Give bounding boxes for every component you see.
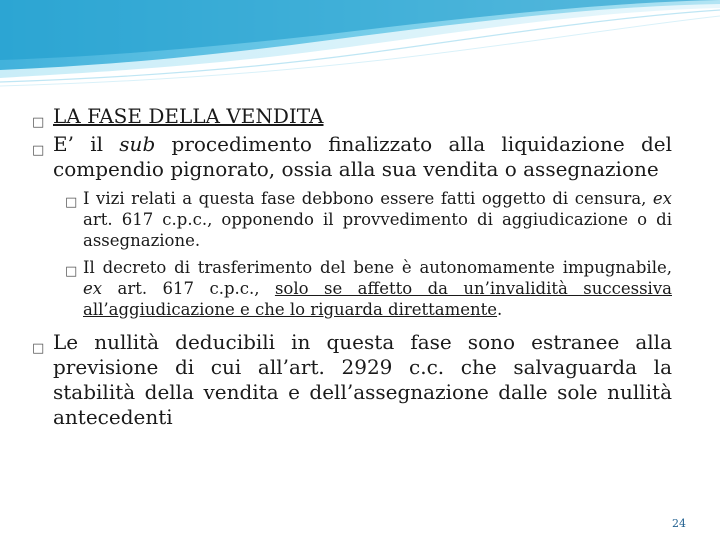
paragraph-text: Le nullità deducibili in questa fase sono estranee alla previsione di cui all’art. 2929 c.c. che salvaguarda la stabilità della vendita e dell’assegnazione dalle sole nullità antecedenti bbox=[53, 330, 672, 429]
bullet-box-icon: □ bbox=[65, 264, 78, 279]
paragraph-text: Il decreto di trasferimento del bene è autonomamente impugnabile, bbox=[83, 258, 672, 277]
paragraph-text: . bbox=[497, 300, 503, 319]
paragraph-text: E’ il bbox=[53, 132, 120, 156]
bullet-box-icon: □ bbox=[32, 341, 45, 356]
underlined-text: solo se affetto da un’invalidità successiva all’aggiudicazione e che lo riguarda direttamente bbox=[83, 279, 672, 319]
paragraph-text: art. 617 c.p.c., opponendo il provvedimento di aggiudicazione o di assegnazione. bbox=[83, 210, 672, 250]
section-title bbox=[32, 104, 672, 129]
page-number: 24 bbox=[672, 517, 686, 530]
paragraph-nullita bbox=[32, 330, 672, 430]
bullet-box-icon: □ bbox=[32, 115, 45, 130]
paragraph-text: procedimento finalizzato alla liquidazione del compendio pignorato, ossia alla sua vendita o assegnazione bbox=[53, 132, 672, 181]
paragraph-text: art. 617 c.p.c., bbox=[102, 279, 275, 298]
paragraph-text: I vizi relati a questa fase debbono essere fatti oggetto di censura, bbox=[83, 189, 653, 208]
italic-term: sub bbox=[119, 132, 156, 156]
subparagraph-decreto bbox=[32, 257, 672, 320]
bullet-box-icon: □ bbox=[65, 195, 78, 210]
subparagraph-vizi bbox=[32, 188, 672, 251]
slide-body bbox=[32, 104, 672, 430]
italic-term: ex bbox=[83, 279, 103, 298]
bullet-box-icon: □ bbox=[32, 143, 45, 158]
paragraph-definition bbox=[32, 132, 672, 182]
title-text: LA FASE DELLA VENDITA bbox=[53, 104, 324, 128]
italic-term: ex bbox=[652, 189, 672, 208]
header-wave-decoration bbox=[0, 0, 720, 90]
